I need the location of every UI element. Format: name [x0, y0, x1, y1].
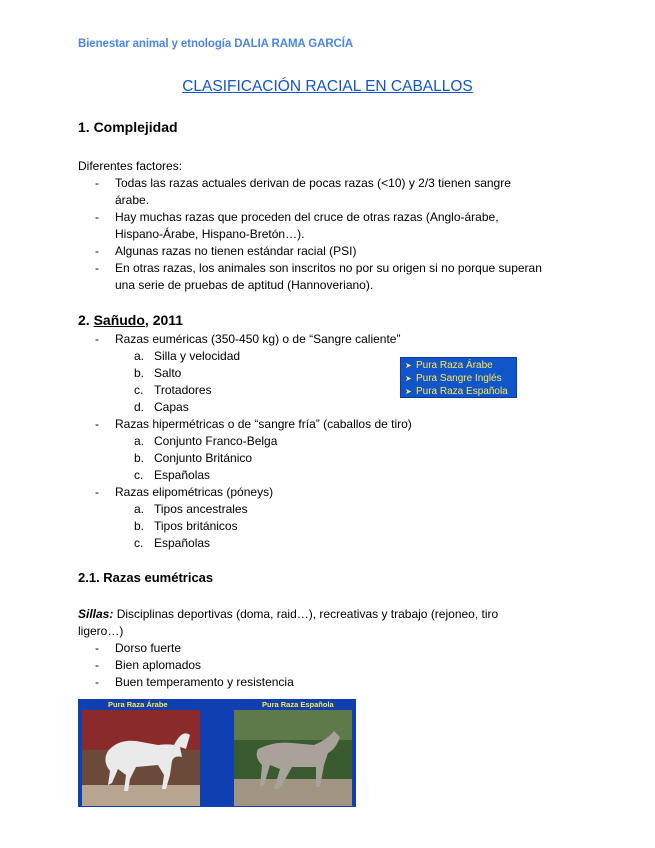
- dash-bullet: -: [95, 261, 99, 275]
- citation-link[interactable]: Sañudo: [93, 312, 145, 328]
- sub-list-item: a. Conjunto Franco-Belga: [134, 434, 278, 448]
- dash-bullet: -: [95, 176, 99, 190]
- arabian-horse-photo: [82, 710, 200, 806]
- dash-bullet: -: [95, 244, 99, 258]
- sub-list-item: b. Salto: [134, 366, 182, 380]
- right-photo-caption: Pura Raza Española: [262, 700, 334, 709]
- callout-item: ➤ Pura Sangre Inglés: [405, 373, 502, 384]
- dash-bullet: -: [95, 210, 99, 224]
- arrow-bullet-icon: ➤: [405, 387, 412, 396]
- sub-list-item: c. Españolas: [134, 468, 211, 482]
- sub-list-item: c. Españolas: [134, 536, 211, 550]
- spanish-horse-photo: [234, 710, 352, 806]
- sub-list-item: c. Trotadores: [134, 383, 212, 397]
- document-header: Bienestar animal y etnología DALIA RAMA GARCÍA: [78, 38, 354, 50]
- dash-bullet: -: [95, 675, 99, 689]
- sub-list-item: a. Tipos ancestrales: [134, 502, 248, 516]
- horse-photos-strip: [78, 699, 356, 807]
- sillas-label: Sillas:: [78, 607, 114, 621]
- document-page: Bienestar animal y etnología DALIA RAMA GARCÍA CLASIFICACIÓN RACIAL EN CABALLOS 1. Complejidad Diferentes factores: - Todas las razas actuales derivan de pocas razas (<10) y 2/3 tienen sangre árabe. - Hay muchas razas que proceden del cruce de otras razas (Anglo-árabe, Hispano-Árabe, Hispano-Bretón…). - Algunas razas no tienen estándar racial (PSI) - En otras razas, los animales son inscritos no por su origen si no porque superan una serie de pruebas de aptitud (Hannoveriano). 2. Sañudo, 2011 - Razas euméricas (350-450 kg) o de “Sangre caliente” a. Silla y velocidad b. Salto c. Trotadores d. Capas ➤ Pura Raza Árabe ➤ Pura Sangre Inglés ➤ Pura Raza Española - Razas hipermétricas o de “sangre fría” (caballos de tiro) a. Conjunto Franco-Belga b. Conjunto Británico c. Españolas - Razas elipométricas (póneys) a. Tipos ancestrales b. Tipos británicos c. Españolas 2.1. Razas eumétricas Sillas: Disciplinas deportivas (doma, raid…), recreativas y trabajo (rejoneo, tiro ligero…) - Dorso fuerte - Bien aplomados - Buen temperamento y resistencia Pura Raza Árabe Pura Raza Española: [0, 0, 655, 848]
- document-title[interactable]: CLASIFICACIÓN RACIAL EN CABALLOS: [182, 78, 473, 95]
- breed-callout-box: [400, 357, 517, 398]
- sub-list-item: a. Silla y velocidad: [134, 349, 241, 363]
- callout-item: ➤ Pura Raza Española: [405, 386, 508, 397]
- section-1-intro: Diferentes factores:: [78, 159, 183, 173]
- sillas-paragraph-continuation: ligero…): [78, 624, 124, 638]
- horse-photos-image: [78, 699, 356, 807]
- dash-bullet: -: [95, 417, 99, 431]
- callout-item: ➤ Pura Raza Árabe: [405, 360, 493, 371]
- dash-bullet: -: [95, 641, 99, 655]
- section-2-heading: 2. Sañudo, 2011: [78, 312, 184, 328]
- sub-list-item: d. Capas: [134, 400, 189, 414]
- section-1-heading: 1. Complejidad: [78, 119, 178, 135]
- dash-bullet: -: [95, 332, 99, 346]
- left-photo-caption: Pura Raza Árabe: [108, 700, 168, 709]
- sub-list-item: b. Conjunto Británico: [134, 451, 253, 465]
- dash-bullet: -: [95, 658, 99, 672]
- section-2-1-heading: 2.1. Razas eumétricas: [78, 570, 214, 585]
- sub-list-item: b. Tipos británicos: [134, 519, 238, 533]
- dash-bullet: -: [95, 485, 99, 499]
- sillas-paragraph: Sillas: Disciplinas deportivas (doma, raid…), recreativas y trabajo (rejoneo, tiro: [78, 607, 499, 621]
- arrow-bullet-icon: ➤: [405, 361, 412, 370]
- arrow-bullet-icon: ➤: [405, 374, 412, 383]
